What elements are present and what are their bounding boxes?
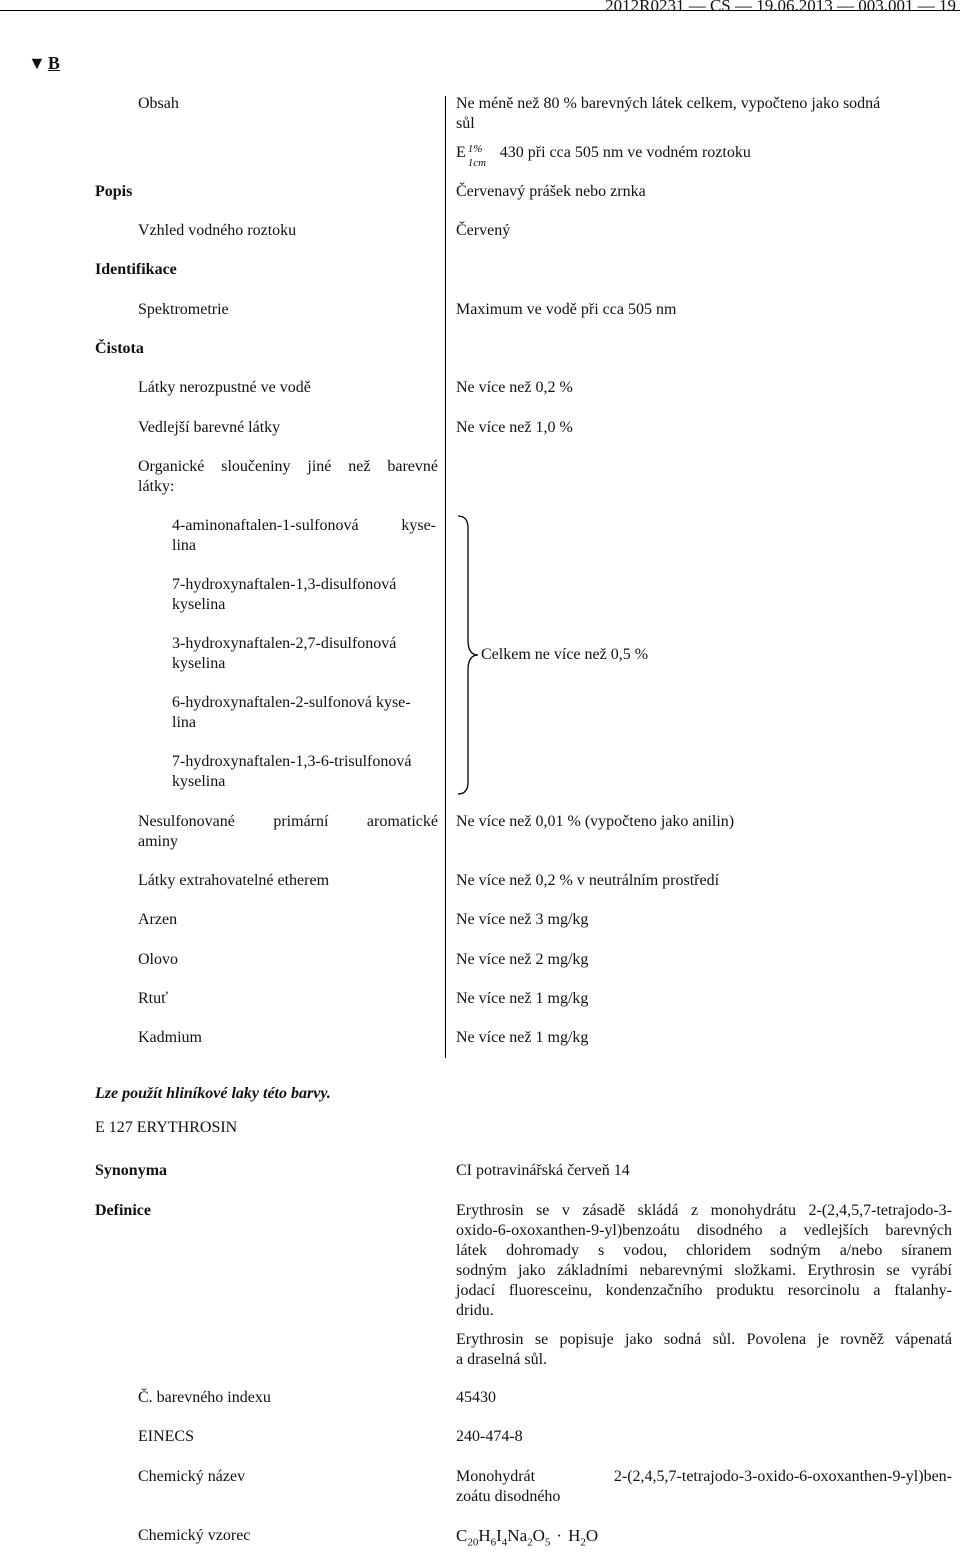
sub-item-line1: 6-hydroxynaftalen-2-sulfonová kyse- — [172, 694, 411, 711]
arzen-value: Ne více než 3 mg/kg — [456, 911, 589, 928]
identifikace-label: Identifikace — [95, 261, 177, 278]
extinction-coefficient — [456, 143, 751, 169]
column-divider — [445, 96, 446, 1058]
nesulfonovane-line2: aminy — [138, 833, 178, 850]
kadmium-value: Ne více než 1 mg/kg — [456, 1029, 589, 1046]
sub-item-line2: lina — [172, 714, 196, 731]
obsah-value-line1: Ne méně než 80 % barevných látek celkem, vypočteno jako sodná — [456, 95, 881, 112]
organicke-label — [138, 457, 438, 497]
olovo-value: Ne více než 2 mg/kg — [456, 951, 589, 968]
sub-item-line2: kyselina — [172, 773, 226, 790]
sub-item-line1: 7-hydroxynaftalen-1,3-disulfonová — [172, 576, 397, 593]
formula-na-count: 2 — [527, 1536, 533, 1549]
cistota-label: Čistota — [95, 340, 144, 357]
vzhled-value: Červený — [456, 222, 511, 239]
vzhled-label: Vzhled vodného roztoku — [138, 222, 297, 239]
nerozpustne-label: Látky nerozpustné ve vodě — [138, 379, 311, 396]
extrahovatelne-label: Látky extrahovatelné etherem — [138, 872, 330, 889]
spektrometrie-label: Spektrometrie — [138, 301, 229, 318]
sub-item-line1: 7-hydroxynaftalen-1,3-6-trisulfonová — [172, 753, 412, 770]
sub-item — [172, 575, 436, 615]
nazev-line1: Monohydrát 2-(2,4,5,7-tetrajodo-3-oxido-6-oxoxanthen-9-yl)ben- — [456, 1468, 952, 1485]
definice-line: sodným jako základními nebarevnými složkami. Erythrosin se vyrábí — [456, 1262, 952, 1279]
e-indices — [466, 143, 500, 169]
vzorec-label: Chemický vzorec — [138, 1527, 251, 1544]
formula-o: O — [532, 1526, 545, 1545]
formula-i: I — [496, 1526, 502, 1545]
right-brace-icon — [456, 514, 484, 796]
organicke-line1: Organické sloučeniny jiné než barevné — [138, 458, 438, 475]
sub-item — [172, 516, 436, 556]
index-value: 45430 — [456, 1389, 496, 1406]
definice-line: látek dohromady s vodou, chloridem sodným a/nebo síranem — [456, 1242, 952, 1259]
obsah-value-line2: sůl — [456, 115, 475, 132]
definice2-line1: Erythrosin se popisuje jako sodná sůl. Povolena je rovněž vápenatá — [456, 1331, 952, 1348]
section-title: E 127 ERYTHROSIN — [95, 1119, 238, 1136]
definice-line: dridu. — [456, 1302, 494, 1319]
organicke-line2: látky: — [138, 478, 175, 495]
nesulfonovane-line1: Nesulfonované primární aromatické — [138, 813, 438, 830]
vedlejsi-value: Ne více než 1,0 % — [456, 419, 573, 436]
sub-item-line2: lina — [172, 537, 196, 554]
olovo-label: Olovo — [138, 951, 178, 968]
formula-h-count: 6 — [490, 1536, 497, 1549]
arzen-label: Arzen — [138, 911, 178, 928]
amendment-marker — [28, 53, 60, 73]
aluminium-lakes-note: Lze použít hliníkové laky této barvy. — [95, 1085, 331, 1102]
popis-label: Popis — [95, 183, 133, 200]
chemical-formula — [456, 1526, 599, 1549]
sub-item — [172, 634, 436, 674]
e-symbol: E — [456, 144, 466, 161]
synonyma-value: CI potravinářská červeň 14 — [456, 1162, 630, 1179]
sub-item — [172, 693, 436, 733]
rtut-label: Rtuť — [138, 990, 168, 1007]
nazev-line2: zoátu disodného — [456, 1488, 561, 1505]
formula-h: H — [478, 1526, 491, 1545]
sub-item-line1: 4-aminonaftalen-1-sulfonová kyse- — [172, 517, 436, 534]
e-subscript: 1cm — [467, 157, 487, 169]
vedlejsi-label: Vedlejší barevné látky — [138, 419, 281, 436]
nesulfonovane-label — [138, 812, 438, 852]
celkem-value: Celkem ne více než 0,5 % — [481, 646, 649, 663]
popis-value: Červenavý prášek nebo zrnka — [456, 183, 646, 200]
einecs-label: EINECS — [138, 1428, 194, 1445]
nazev-value — [456, 1467, 952, 1507]
formula-o-count: 5 — [544, 1536, 551, 1549]
formula-o2: O — [585, 1526, 599, 1545]
triangle-down-icon: ▼ — [28, 53, 46, 73]
sub-item — [172, 752, 436, 792]
nazev-label: Chemický název — [138, 1468, 246, 1485]
formula-i-count: 4 — [501, 1536, 508, 1549]
doc-reference: 2012R0231 — CS — 19.06.2013 — 003.001 — 19 — [605, 0, 956, 15]
formula-c-count: 20 — [467, 1536, 479, 1549]
index-label: Č. barevného indexu — [138, 1389, 271, 1406]
nesulfonovane-value: Ne více než 0,01 % (vypočteno jako anilin) — [456, 813, 735, 830]
definice2-line2: a draselná sůl. — [456, 1351, 548, 1368]
definice-label: Definice — [95, 1202, 151, 1219]
synonyma-label: Synonyma — [95, 1162, 168, 1179]
formula-h2: H — [568, 1526, 581, 1545]
nerozpustne-value: Ne více než 0,2 % — [456, 379, 573, 396]
e-value: 430 při cca 505 nm ve vodném roztoku — [499, 144, 751, 161]
sub-item-line1: 3-hydroxynaftalen-2,7-disulfonová — [172, 635, 397, 652]
definice-line: jodací fluoresceinu, kondenzačního produktu resorcinolu a ftalanhy- — [456, 1282, 952, 1299]
obsah-label: Obsah — [138, 95, 179, 112]
formula-c: C — [456, 1526, 468, 1545]
sub-item-line2: kyselina — [172, 655, 226, 672]
definice-paragraph-2 — [456, 1330, 952, 1370]
rtut-value: Ne více než 1 mg/kg — [456, 990, 589, 1007]
einecs-value: 240-474-8 — [456, 1428, 523, 1445]
formula-na: Na — [507, 1526, 528, 1545]
spektrometrie-value: Maximum ve vodě při cca 505 nm — [456, 301, 677, 318]
sub-item-line2: kyselina — [172, 596, 226, 613]
e-superscript: 1% — [467, 143, 483, 155]
definice-line: Erythrosin se v zásadě skládá z monohydrátu 2-(2,4,5,7-tetrajodo-3- — [456, 1202, 952, 1219]
formula-h2-count: 2 — [580, 1536, 586, 1549]
definice-line: oxido-6-oxoxanthen-9-yl)benzoátu disodného a vedlejších barevných — [456, 1222, 952, 1239]
formula-dot: · — [556, 1526, 563, 1545]
definice-paragraph — [456, 1201, 952, 1321]
kadmium-label: Kadmium — [138, 1029, 202, 1046]
marker-letter: B — [47, 53, 60, 73]
extrahovatelne-value: Ne více než 0,2 % v neutrálním prostředí — [456, 872, 720, 889]
